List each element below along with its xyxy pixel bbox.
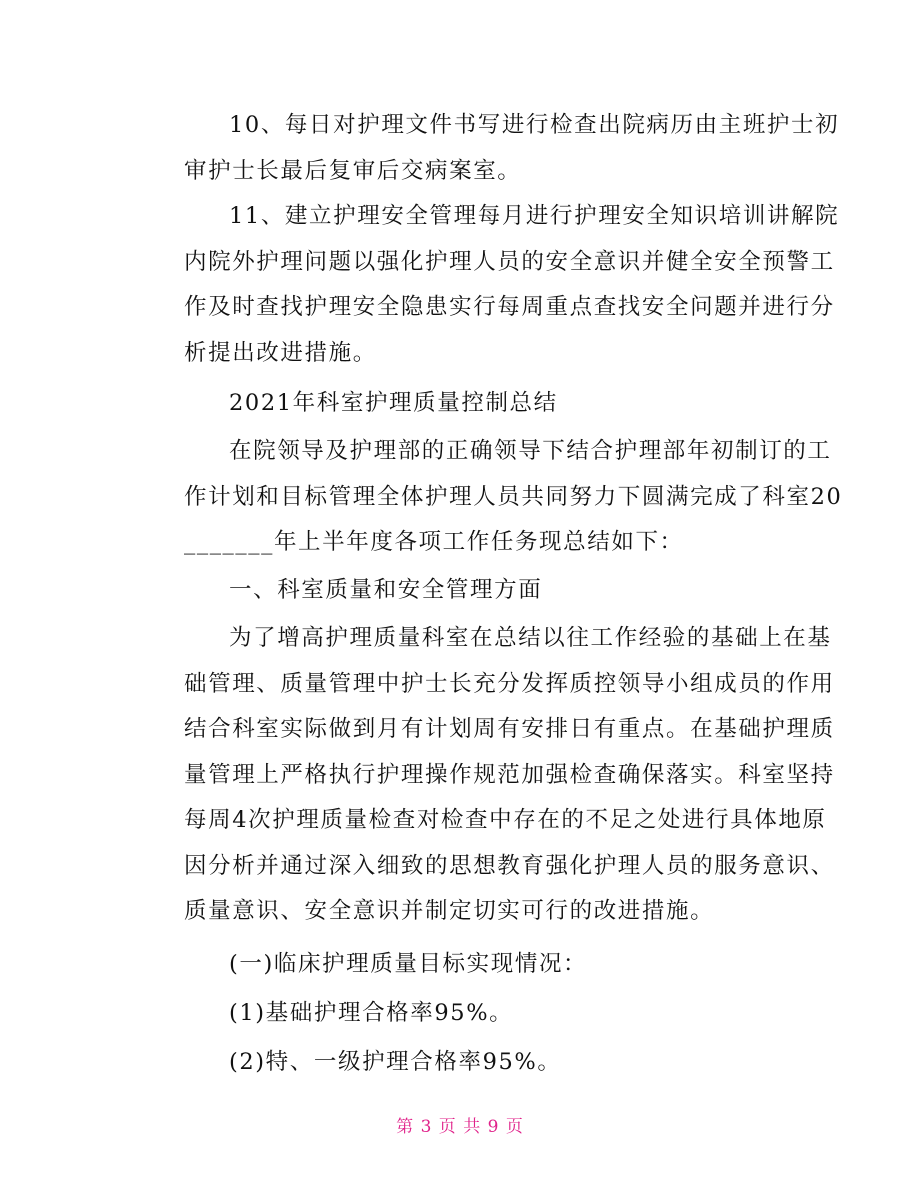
subheading-1 — [139, 942, 787, 988]
paragraph-section-1 — [139, 616, 835, 935]
text-line: 础管理、质量管理中护士长充分发挥质控领导小组成员的作用 — [184, 670, 835, 697]
text-line: 作计划和目标管理全体护理人员共同努力下圆满完成了科室20 — [184, 483, 843, 510]
page-footer — [0, 1112, 920, 1137]
text-line: 因分析并通过深入细致的思想教育强化护理人员的服务意识、 — [184, 852, 835, 879]
subheading-text: (一)临床护理质量目标实现情况： — [229, 951, 588, 977]
text-line: 10、每日对护理文件书写进行检查出院病历由主班护士初 — [229, 112, 840, 138]
text-line: 审护士长最后复审后交病案室。 — [184, 157, 522, 184]
text-line: 11、建立护理安全管理每月进行护理安全知识培训讲解院 — [229, 203, 840, 229]
section-title — [139, 381, 787, 427]
paragraph-item-11 — [139, 194, 840, 376]
list-item — [139, 1040, 787, 1086]
paragraph-item-10 — [139, 103, 840, 194]
text-line: 在院领导及护理部的正确领导下结合护理部年初制订的工 — [229, 438, 832, 464]
list-item — [139, 991, 787, 1037]
list-item-text: (1)基础护理合格率95%。 — [229, 1000, 514, 1026]
text-line: 作及时查找护理安全隐患实行每周重点查找安全问题并进行分 — [184, 294, 835, 320]
text-line: 量管理上严格执行护理操作规范加强检查确保落实。科室坚持 — [184, 761, 835, 788]
text-line: 结合科室实际做到月有计划周有安排日有重点。在基础护理质 — [184, 716, 835, 742]
text-line: 内院外护理问题以强化护理人员的安全意识并健全安全预警工 — [184, 248, 835, 275]
paragraph-intro — [139, 429, 843, 566]
text-line: _______年上半年度各项工作任务现总结如下： — [184, 529, 684, 555]
text-line: 为了增高护理质量科室在总结以往工作经验的基础上在基 — [229, 625, 832, 651]
text-line: 质量意识、安全意识并制定切实可行的改进措施。 — [184, 898, 715, 924]
heading-text: 一、科室质量和安全管理方面 — [229, 577, 543, 603]
text-line: 每周4次护理质量检查对检查中存在的不足之处进行具体地原 — [184, 807, 827, 833]
text-line: 析提出改进措施。 — [184, 339, 377, 366]
list-item-text: (2)特、一级护理合格率95%。 — [229, 1049, 562, 1075]
document-title: 2021年科室护理质量控制总结 — [229, 390, 558, 416]
section-heading-1 — [139, 568, 787, 614]
page-number-label: 第 3 页 共 9 页 — [396, 1117, 524, 1137]
